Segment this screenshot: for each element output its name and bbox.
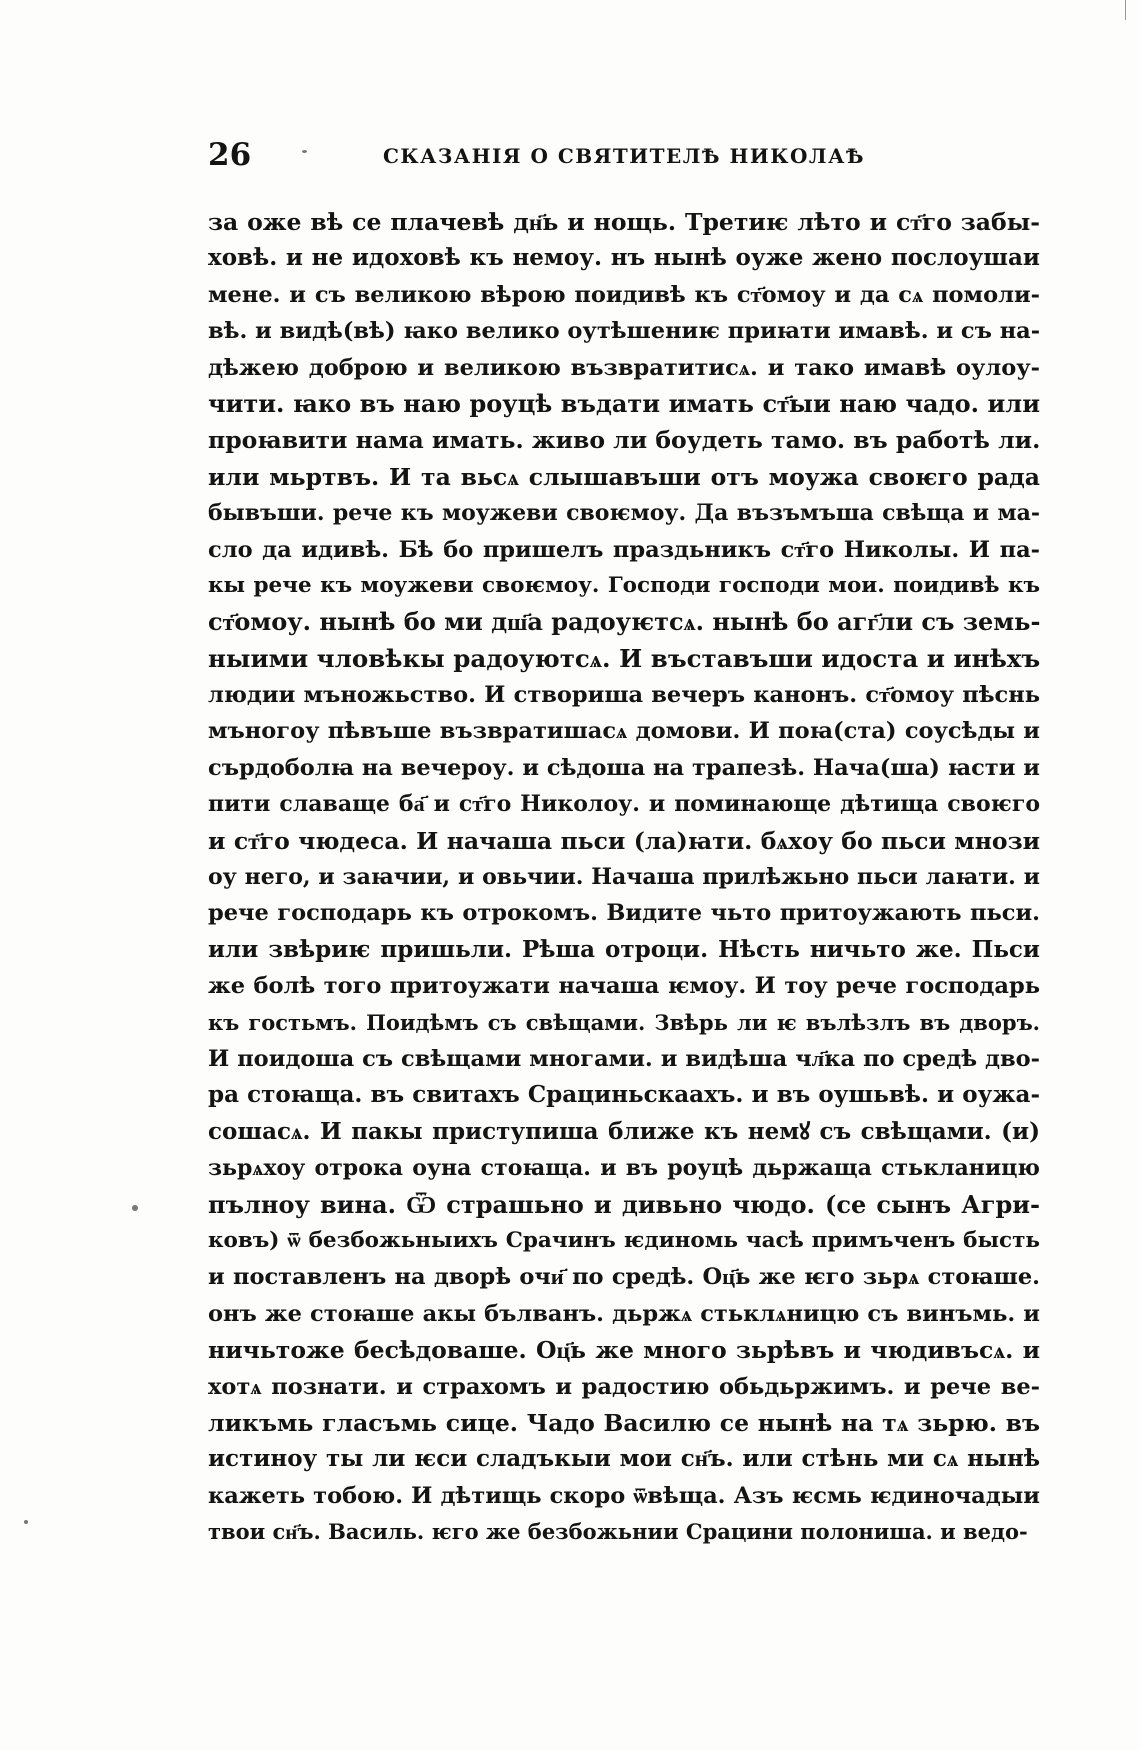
text-line: истиноу ты ли ѥси сладъкыи мои сн҃ъ. или стѣнь ми сѧ нынѣ [208, 1445, 1040, 1473]
text-line: и ст҃го чюдеса. И начаша пьси (ла)ꙗти. бѧхоу бо пьси мнози [208, 826, 1040, 855]
print-speck [24, 1520, 28, 1524]
text-line: рече господарь къ отрокомъ. Видите чьто притоужають пьси. [208, 900, 1040, 927]
text-line: пълноу вина. Ѿ страшьно и дивьно чюдо. (се сынъ Агри- [208, 1189, 1040, 1219]
text-line: ковъ) ѿ безбожьныихъ Срачинъ ѥдиномь часѣ примъченъ бысть [208, 1227, 1040, 1253]
text-line: зьрѧхоу отрока оуна стоꙗща. и въ роуцѣ дьржаща стькланицю [208, 1155, 1040, 1182]
text-line: людии мъножьство. И створиша вечеръ канонъ. ст҃омоу пѣснь [208, 682, 1040, 709]
print-speck [132, 1205, 138, 1211]
text-line: за оже вѣ се плачевѣ дн҃ь и нощь. Третиѥ лѣто и ст҃го забы- [208, 208, 1040, 236]
text-line: оу него, и заꙗчии, и овьчии. Начаша прилѣжьно пьси лаꙗти. и [208, 864, 1040, 891]
text-line: сърдоболꙗ на вечероу. и сѣдоша на трапезѣ. Нача(ша) ꙗсти и [208, 754, 1040, 781]
text-line: ликъмь гласъмь сице. Чадо Василю се нынѣ на тѧ зьрю. въ [208, 1408, 1040, 1437]
body-text [208, 204, 1040, 1550]
text-line: или мьртвъ. И та вьсѧ слышавъши отъ моужа своѥго рада [208, 462, 1040, 491]
text-line: мъногоу пѣвъше възвратишасѧ домови. И поꙗ(ста) соусѣды и [208, 718, 1040, 745]
text-line: мене. и съ великою вѣрою поидивѣ къ ст҃омоу и да сѧ помоли- [208, 281, 1040, 308]
text-line: сло да идивѣ. Бѣ бо пришелъ праздьникъ ст҃го Николы. И па- [208, 536, 1040, 563]
text-line: или звѣриѥ пришьли. Рѣша отроци. Нѣсть ничьто же. Пьси [208, 935, 1040, 963]
text-line: къ гостьмъ. Поидѣмъ съ свѣщами. Звѣрь ли ѥ вълѣзлъ въ дворъ. [208, 1009, 1040, 1035]
text-line: хотѧ познати. и страхомъ и радостию обьдьржимъ. и рече ве- [208, 1373, 1040, 1400]
text-line: кы рече къ моужеви своѥмоу. Господи господи мои. поидивѣ къ [208, 572, 1040, 598]
text-line: И поидоша съ свѣщами многами. и видѣша чл҃ка по средѣ дво- [208, 1045, 1040, 1072]
text-line: же болѣ того притоужати начаша ѥмоу. И тоу рече господарь [208, 973, 1040, 1000]
text-line: бывъши. рече къ моужеви своѥмоу. Да възъмъша свѣща и ма- [208, 500, 1040, 527]
text-line: ст҃омоу. нынѣ бо ми дш҃а радоуѥтсѧ. нынѣ бо агг҃ли съ земь- [208, 607, 1040, 637]
text-line: дѣжею доброю и великою възвратитисѧ. и тако имавѣ оулоу- [208, 354, 1040, 381]
text-line: пити славаще ба҃ и ст҃го Николоу. и поминающе дѣтища своѥго [208, 791, 1040, 818]
text-line: кажеть тобою. И дѣтищь скоро ѿвѣща. Азъ ѥсмь ѥдиночадыи [208, 1482, 1040, 1509]
page-number: 26 [208, 137, 252, 173]
text-line: онъ же стоꙗше акы бълванъ. дьржѧ стьклѧницю съ винъмь. и [208, 1300, 1040, 1327]
text-line: ра стоꙗща. въ свитахъ Срациньскаахъ. и въ оушьвѣ. и оужа- [208, 1081, 1040, 1109]
text-line: проꙗвити нама имать. живо ли боудеть тамо. въ работѣ ли. [208, 426, 1040, 455]
text-line: твои сн҃ъ. Василь. ѥго же безбожьнии Срацини полониша. и ведо- [208, 1519, 1028, 1545]
text-line: ныими чловѣкы радоуютсѧ. И въставъши идоста и инѣхъ [208, 643, 1040, 673]
text-line: сошасѧ. И пакы приступиша ближе къ немꙋ съ свѣщами. (и) [208, 1117, 1040, 1145]
page-header [208, 138, 1040, 172]
text-line: ничьтоже бесѣдоваше. Оц҃ь же много зьрѣвъ и чюдивъсѧ. и [208, 1336, 1040, 1365]
page-edge-mark [1125, 0, 1126, 20]
print-speck [302, 150, 307, 153]
text-line: и поставленъ на дворѣ очи҃ по средѣ. Оц҃ь же ѥго зьрѧ стоꙗше. [208, 1264, 1040, 1291]
text-line: чити. ꙗко въ наю роуцѣ въдати имать ст҃ыи наю чадо. или [208, 388, 1040, 418]
text-line: ховѣ. и не идоховѣ къ немоу. нъ нынѣ оуже жено послоушаи [208, 244, 1040, 272]
running-title: СКАЗАНІЯ О СВЯТИТЕЛѢ НИКОЛАѢ [383, 144, 865, 168]
text-line: вѣ. и видѣ(вѣ) ꙗко велико оутѣшениѥ приꙗти имавѣ. и съ на- [208, 318, 1040, 345]
